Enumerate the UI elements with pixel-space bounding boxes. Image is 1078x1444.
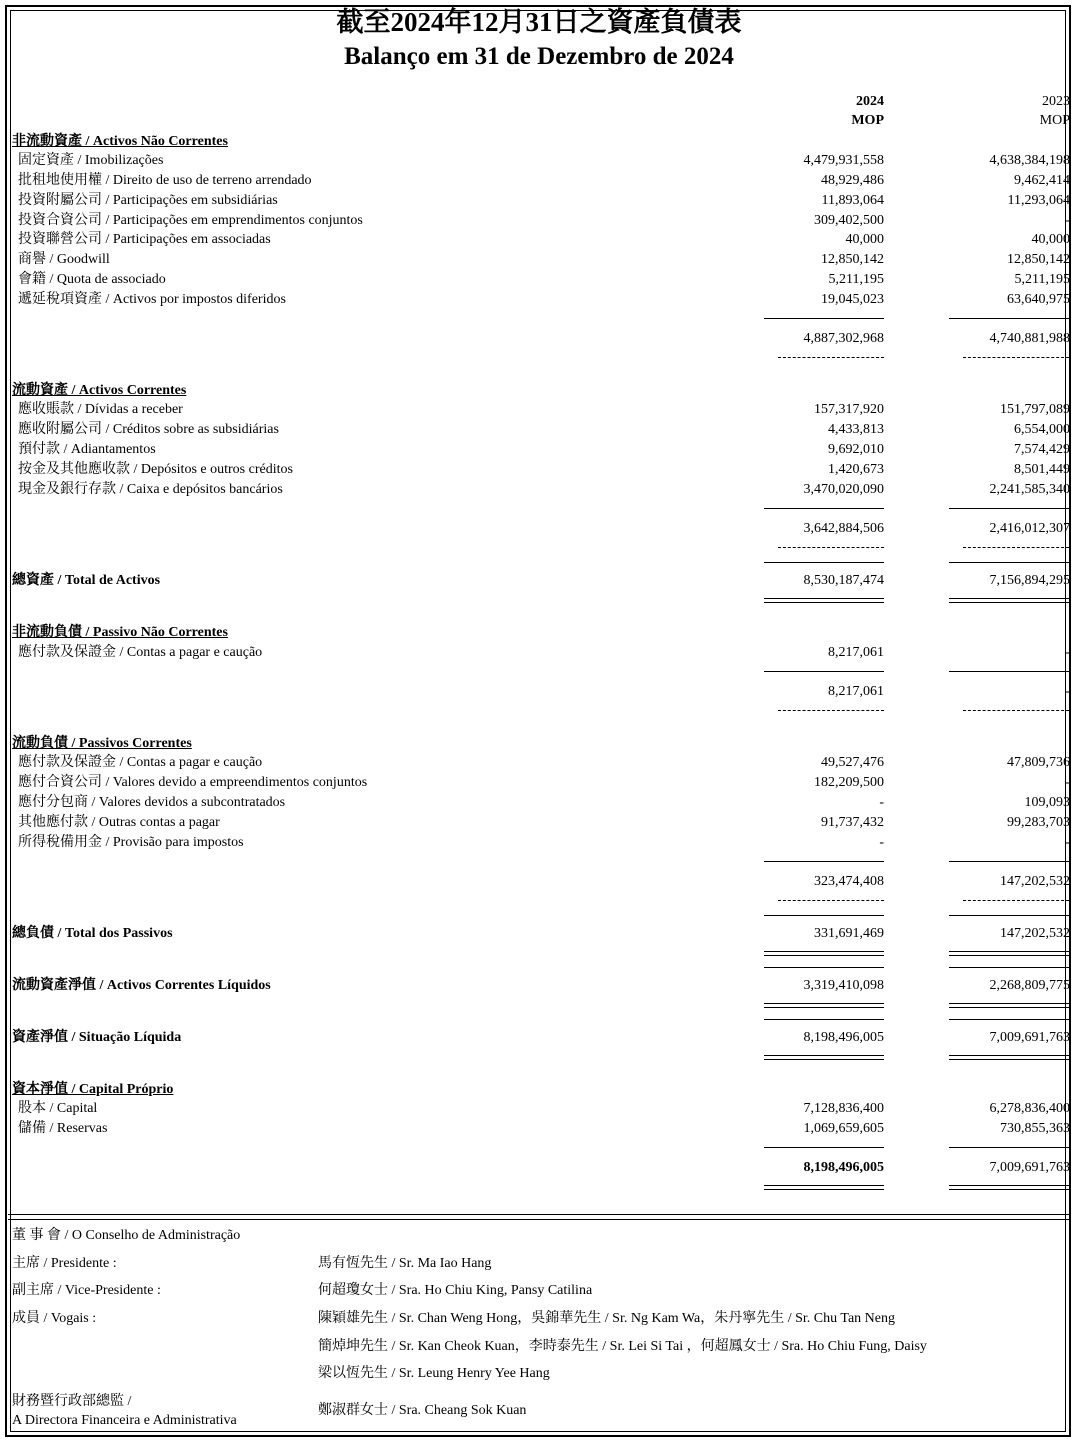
- value-2023: 47,809,736: [1007, 755, 1070, 770]
- total-rule-2024: [764, 967, 884, 968]
- value-2024: 9,692,010: [828, 442, 884, 457]
- subtotal-dash-2023: [963, 900, 1069, 901]
- table-row: [12, 211, 1070, 231]
- value-2024: 331,691,469: [814, 926, 884, 941]
- value-2023: 8,501,449: [1014, 462, 1070, 477]
- double-underline-2023: [949, 951, 1069, 956]
- total-row: [12, 571, 1070, 591]
- value-2023: 63,640,975: [1007, 292, 1070, 307]
- table-row: [12, 440, 1070, 460]
- subtotal-rule-2024: [764, 508, 884, 509]
- value-2024: 19,045,023: [821, 292, 884, 307]
- table-row: [12, 753, 1070, 773]
- value-2023: 7,156,894,295: [989, 573, 1070, 588]
- row-label: 應付合資公司 / Valores devido a empreendimentos conjuntos: [18, 775, 368, 790]
- row-label: 會籍 / Quota de associado: [18, 272, 166, 287]
- row-label: 流動資產 / Activos Correntes: [12, 383, 187, 398]
- value-2024: 309,402,500: [814, 213, 884, 228]
- subtotal-dash-2023: [963, 710, 1069, 711]
- value-2023: 9,462,414: [1014, 173, 1070, 188]
- subtotal-dash-2023: [963, 357, 1069, 358]
- members-line-3: 梁以恆先生 / Sr. Leung Henry Yee Hang: [318, 1366, 550, 1381]
- table-row: [12, 480, 1070, 500]
- subtotal-rule-2023: [949, 861, 1069, 862]
- double-underline-2023: [949, 1055, 1069, 1060]
- section-heading: [12, 1080, 1070, 1100]
- table-row: [12, 773, 1070, 793]
- title-portuguese: Balanço em 31 de Dezembro de 2024: [344, 43, 734, 70]
- row-label: 現金及銀行存款 / Caixa e depósitos bancários: [18, 482, 283, 497]
- value-2024: 3,319,410,098: [803, 978, 884, 993]
- row-label: 批租地使用權 / Direito de uso de terreno arrendado: [18, 173, 312, 188]
- total-rule-2024: [764, 915, 884, 916]
- table-row: [12, 643, 1070, 663]
- value-2023: 12,850,142: [1007, 252, 1070, 267]
- subtotal-rule-2023: [949, 508, 1069, 509]
- value-2024: 5,211,195: [828, 272, 884, 287]
- cfo-name: 鄭淑群女士 / Sra. Cheang Sok Kuan: [318, 1403, 527, 1418]
- row-label: 預付款 / Adiantamentos: [18, 442, 156, 457]
- row-label: 商譽 / Goodwill: [18, 252, 110, 267]
- row-label: 應付分包商 / Valores devidos a subcontratados: [18, 795, 286, 810]
- value-2024: 4,887,302,968: [803, 331, 884, 346]
- value-2024: 157,317,920: [814, 402, 884, 417]
- value-2024: 8,217,061: [828, 645, 884, 660]
- table-row: [12, 151, 1070, 171]
- subtotal-rule-2024: [764, 1147, 884, 1148]
- value-2023: 2,268,809,775: [989, 978, 1070, 993]
- section-divider: [8, 1214, 1070, 1220]
- value-2024: 8,198,496,005: [803, 1160, 884, 1175]
- subtotal-rule-2024: [764, 671, 884, 672]
- value-2024: 91,737,432: [821, 815, 884, 830]
- value-2024: 3,642,884,506: [803, 521, 884, 536]
- row-label: 股本 / Capital: [18, 1101, 98, 1116]
- row-label: 流動負債 / Passivos Correntes: [12, 736, 192, 751]
- value-2023: 7,574,429: [1014, 442, 1070, 457]
- double-underline-2024: [764, 951, 884, 956]
- subtotal-rule-2024: [764, 861, 884, 862]
- row-label: 按金及其他應收款 / Depósitos e outros créditos: [18, 462, 293, 477]
- row-label: 遞延稅項資產 / Activos por impostos diferidos: [18, 292, 286, 307]
- value-2024: 4,433,813: [828, 422, 884, 437]
- table-row: [12, 400, 1070, 420]
- row-label: 固定資產 / Imobilizações: [18, 153, 164, 168]
- row-label: 其他應付款 / Outras contas a pagar: [18, 815, 220, 830]
- value-2024: 11,893,064: [821, 193, 884, 208]
- row-label: 投資附屬公司 / Participações em subsidiárias: [18, 193, 278, 208]
- row-label: 總負債 / Total dos Passivos: [12, 926, 173, 941]
- value-2024: 8,217,061: [828, 684, 884, 699]
- value-2024: 8,530,187,474: [803, 573, 884, 588]
- value-2023: 2,416,012,307: [989, 521, 1070, 536]
- value-2023: 6,554,000: [1014, 422, 1070, 437]
- row-label: 儲備 / Reservas: [18, 1121, 108, 1136]
- value-2024: 182,209,500: [814, 775, 884, 790]
- value-2023: 4,638,384,198: [989, 153, 1070, 168]
- total-row: [12, 976, 1070, 996]
- value-2024: 3,470,020,090: [803, 482, 884, 497]
- value-2024: -: [879, 795, 884, 810]
- value-2024: 1,420,673: [828, 462, 884, 477]
- table-row: [12, 460, 1070, 480]
- value-2024: 323,474,408: [814, 874, 884, 889]
- vice-president-name: 何超瓊女士 / Sra. Ho Chiu King, Pansy Catilina: [318, 1283, 593, 1298]
- value-2023: 11,293,064: [1007, 193, 1070, 208]
- section-heading: [12, 623, 1070, 643]
- value-2023: 147,202,532: [1000, 926, 1070, 941]
- table-row: [12, 420, 1070, 440]
- value-2023: 99,283,703: [1007, 815, 1070, 830]
- row-label: 投資合資公司 / Participações em emprendimentos conjuntos: [18, 213, 363, 228]
- members-role: 成員 / Vogais :: [12, 1311, 97, 1326]
- total-rule-2024: [764, 1019, 884, 1020]
- value-2024: 49,527,476: [821, 755, 884, 770]
- value-2023: 147,202,532: [1000, 874, 1070, 889]
- double-underline-2024: [764, 1003, 884, 1008]
- subtotal-rule-2023: [949, 671, 1069, 672]
- subtotal-dash-2024: [778, 710, 884, 711]
- row-label: 非流動資產 / Activos Não Correntes: [12, 134, 228, 149]
- subtotal-dash-2024: [778, 357, 884, 358]
- row-label: 資本淨值 / Capital Próprio: [12, 1082, 174, 1097]
- double-underline-2023: [949, 1003, 1069, 1008]
- subtotal-row: [12, 682, 1070, 702]
- subtotal-rule-2024: [764, 318, 884, 319]
- double-underline-2024: [764, 1055, 884, 1060]
- value-2023: -: [1065, 645, 1070, 660]
- double-underline-2023: [949, 1185, 1069, 1190]
- table-row: [12, 833, 1070, 853]
- value-2023: 7,009,691,763: [989, 1030, 1070, 1045]
- value-2024: 12,850,142: [821, 252, 884, 267]
- value-2024: 48,929,486: [821, 173, 884, 188]
- table-row: [12, 250, 1070, 270]
- subtotal-row: [12, 1158, 1070, 1178]
- president-role: 主席 / Presidente :: [12, 1256, 117, 1271]
- value-2024: 1,069,659,605: [803, 1121, 884, 1136]
- value-2024: -: [879, 835, 884, 850]
- table-row: [12, 1119, 1070, 1139]
- value-2023: 40,000: [1031, 232, 1070, 247]
- subtotal-row: [12, 329, 1070, 349]
- column-header-2024-currency: MOP: [851, 113, 884, 128]
- subtotal-row: [12, 519, 1070, 539]
- vice-president-role: 副主席 / Vice-Presidente :: [12, 1283, 161, 1298]
- value-2023: 109,093: [1024, 795, 1070, 810]
- value-2023: 5,211,195: [1014, 272, 1070, 287]
- members-line-1: 陳穎雄先生 / Sr. Chan Weng Hong，吳錦華先生 / Sr. Ng Kam Wa，朱丹寧先生 / Sr. Chu Tan Neng: [318, 1311, 895, 1326]
- table-row: [12, 793, 1070, 813]
- total-rule-2023: [949, 562, 1069, 563]
- cfo-role-chinese: 財務暨行政部總監 /: [12, 1394, 132, 1409]
- value-2024: 4,479,931,558: [803, 153, 884, 168]
- section-heading: [12, 132, 1070, 152]
- cfo-role-portuguese: A Directora Financeira e Administrativa: [12, 1413, 237, 1428]
- table-row: [12, 813, 1070, 833]
- row-label: 應付款及保證金 / Contas a pagar e caução: [18, 645, 263, 660]
- table-row: [12, 290, 1070, 310]
- members-line-2: 簡焯坤先生 / Sr. Kan Cheok Kuan，李時泰先生 / Sr. Lei Si Tai ，何超鳳女士 / Sra. Ho Chiu Fung, Daisy: [318, 1339, 927, 1354]
- double-underline-2024: [764, 1185, 884, 1190]
- subtotal-rule-2023: [949, 318, 1069, 319]
- subtotal-dash-2024: [778, 900, 884, 901]
- subtotal-row: [12, 872, 1070, 892]
- value-2023: 7,009,691,763: [989, 1160, 1070, 1175]
- board-heading: 董 事 會 / O Conselho de Administração: [12, 1228, 241, 1243]
- table-row: [12, 1099, 1070, 1119]
- value-2023: 151,797,089: [1000, 402, 1070, 417]
- row-label: 應付款及保證金 / Contas a pagar e caução: [18, 755, 263, 770]
- section-heading: [12, 381, 1070, 401]
- total-rule-2023: [949, 967, 1069, 968]
- row-label: 所得稅備用金 / Provisão para impostos: [18, 835, 244, 850]
- table-row: [12, 230, 1070, 250]
- table-row: [12, 171, 1070, 191]
- value-2023: 730,855,363: [1000, 1121, 1070, 1136]
- total-rule-2023: [949, 1019, 1069, 1020]
- total-rule-2024: [764, 562, 884, 563]
- value-2023: 2,241,585,340: [989, 482, 1070, 497]
- column-header-2023-year: 2023: [1042, 94, 1070, 109]
- value-2024: 40,000: [845, 232, 884, 247]
- double-underline-2023: [949, 598, 1069, 603]
- president-name: 馬有恆先生 / Sr. Ma Iao Hang: [318, 1256, 492, 1271]
- value-2023: -: [1065, 835, 1070, 850]
- table-row: [12, 191, 1070, 211]
- double-underline-2024: [764, 598, 884, 603]
- title-chinese: 截至2024年12月31日之資產負債表: [336, 7, 742, 37]
- total-row: [12, 924, 1070, 944]
- value-2024: 7,128,836,400: [803, 1101, 884, 1116]
- row-label: 資產淨值 / Situação Líquida: [12, 1030, 182, 1045]
- row-label: 投資聯營公司 / Participações em associadas: [18, 232, 271, 247]
- row-label: 非流動負債 / Passivo Não Correntes: [12, 625, 228, 640]
- row-label: 總資產 / Total de Activos: [12, 573, 161, 588]
- subtotal-dash-2024: [778, 547, 884, 548]
- total-row: [12, 1028, 1070, 1048]
- subtotal-rule-2023: [949, 1147, 1069, 1148]
- value-2024: 8,198,496,005: [803, 1030, 884, 1045]
- subtotal-dash-2023: [963, 547, 1069, 548]
- value-2023: -: [1065, 684, 1070, 699]
- value-2023: 4,740,881,988: [989, 331, 1070, 346]
- row-label: 應收附屬公司 / Créditos sobre as subsidiárias: [18, 422, 279, 437]
- table-row: [12, 270, 1070, 290]
- column-header-2023-currency: MOP: [1039, 113, 1070, 128]
- row-label: 應收賬款 / Dívidas a receber: [18, 402, 183, 417]
- value-2023: 6,278,836,400: [989, 1101, 1070, 1116]
- row-label: 流動資產淨值 / Activos Correntes Líquidos: [12, 978, 271, 993]
- total-rule-2023: [949, 915, 1069, 916]
- value-2023: -: [1065, 775, 1070, 790]
- value-2023: -: [1065, 213, 1070, 228]
- column-header-2024-year: 2024: [856, 94, 884, 109]
- section-heading: [12, 734, 1070, 754]
